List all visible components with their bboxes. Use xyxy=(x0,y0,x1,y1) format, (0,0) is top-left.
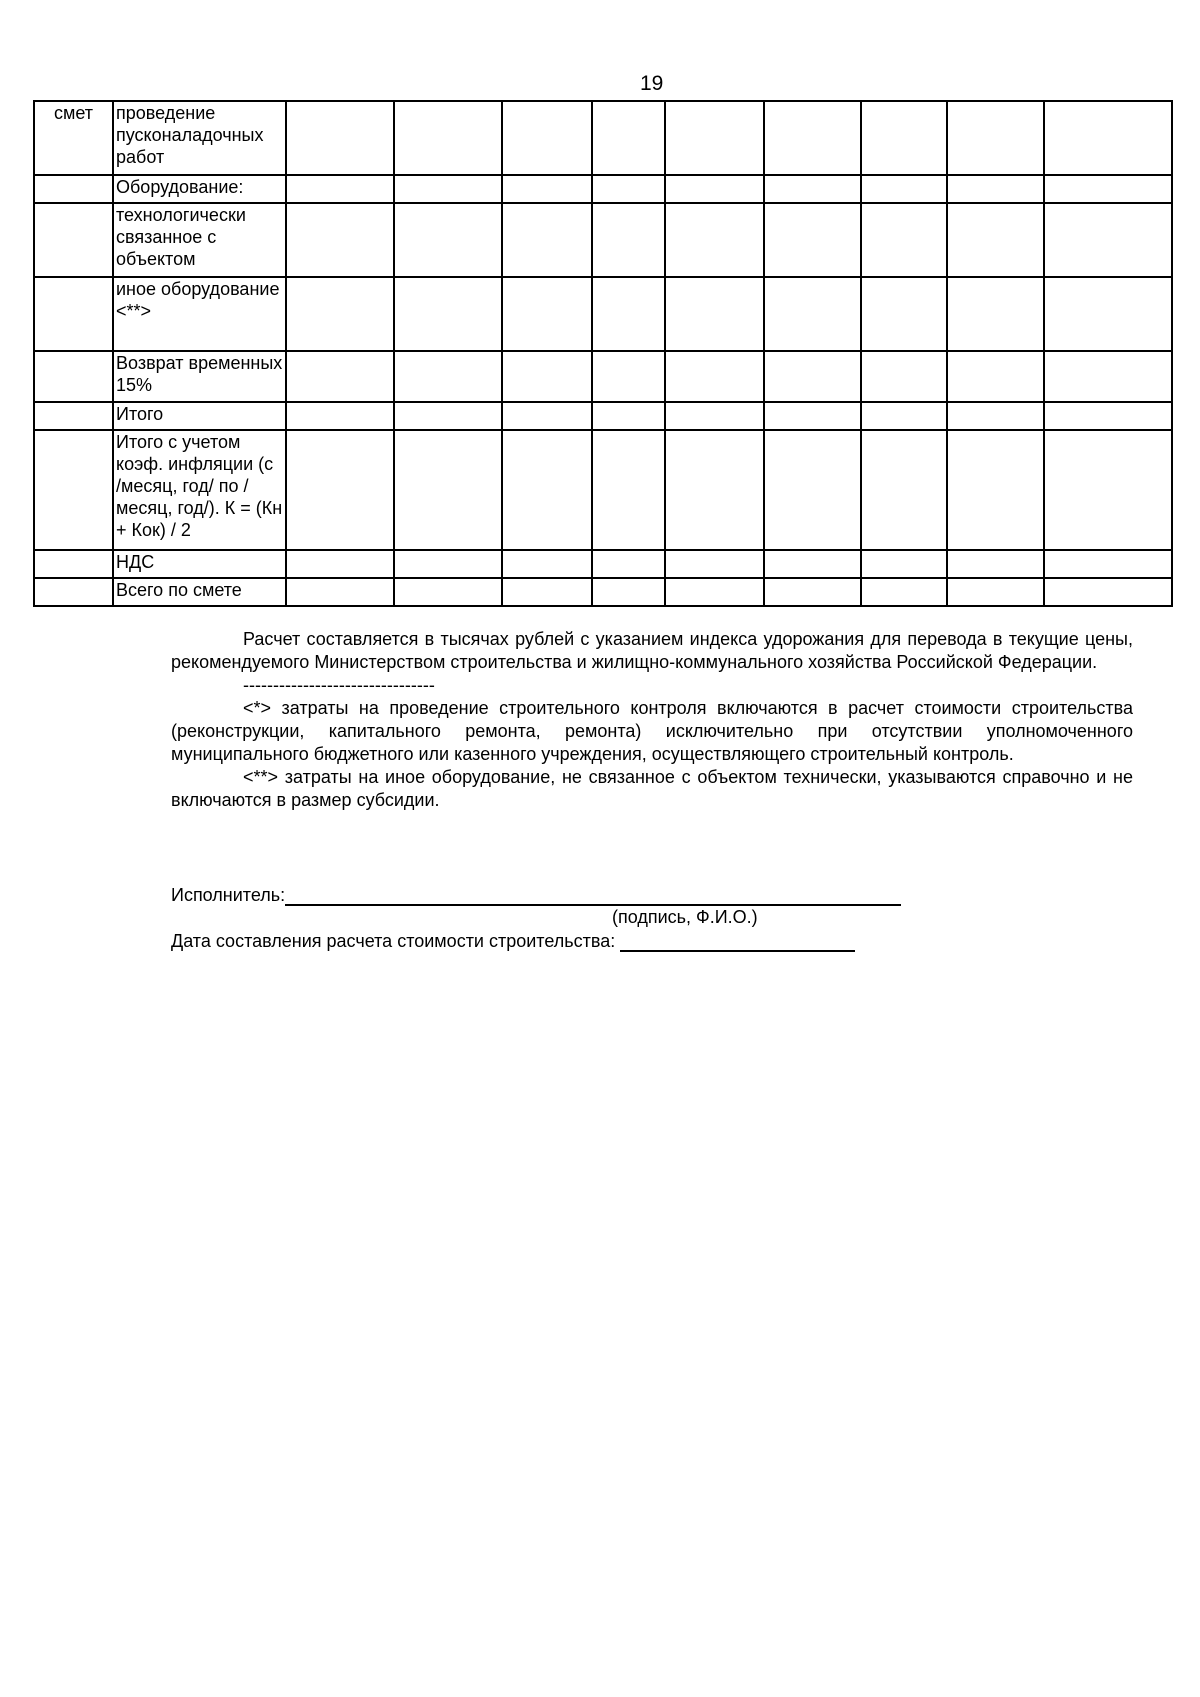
cell-item-name: Всего по смете xyxy=(113,578,286,606)
cell-value xyxy=(947,578,1044,606)
cell-section: смет xyxy=(34,101,113,175)
executor-label: Исполнитель: xyxy=(171,885,286,905)
cell-value xyxy=(592,175,665,203)
cell-value xyxy=(861,351,947,402)
cell-value xyxy=(286,430,394,550)
cell-section xyxy=(34,430,113,550)
cell-value xyxy=(592,430,665,550)
cell-value xyxy=(394,578,502,606)
cell-value xyxy=(592,351,665,402)
cell-value xyxy=(947,175,1044,203)
cell-section xyxy=(34,203,113,277)
executor-caption: (подпись, Ф.И.О.) xyxy=(612,907,758,927)
notes xyxy=(171,628,1133,812)
cell-value xyxy=(947,351,1044,402)
cell-value xyxy=(502,550,592,578)
cell-value xyxy=(502,101,592,175)
cell-value xyxy=(592,550,665,578)
cell-value xyxy=(394,101,502,175)
cell-value xyxy=(502,277,592,351)
cell-value xyxy=(947,101,1044,175)
cell-value xyxy=(861,101,947,175)
cell-value xyxy=(286,550,394,578)
cell-value xyxy=(394,203,502,277)
cell-section xyxy=(34,277,113,351)
cell-value xyxy=(947,402,1044,430)
cell-item-name: Возврат временных 15% xyxy=(113,351,286,402)
date-row xyxy=(171,930,855,952)
estimate-table-body xyxy=(34,101,1172,606)
cell-value xyxy=(1044,175,1172,203)
cell-value xyxy=(1044,430,1172,550)
cell-section xyxy=(34,402,113,430)
cell-value xyxy=(1044,550,1172,578)
table-row xyxy=(34,402,1172,430)
note-calculation: Расчет составляется в тысячах рублей с указанием индекса удорожания для перевода в текущие цены, рекомендуемого Министерством строительства и жилищно-коммунального хозяйства Российской Федерации. xyxy=(171,629,1133,672)
cell-value xyxy=(1044,578,1172,606)
cell-value xyxy=(665,101,764,175)
cell-value xyxy=(665,550,764,578)
cell-value xyxy=(502,430,592,550)
footnote-separator: -------------------------------- xyxy=(243,675,435,695)
footnote-construction-control: <*> затраты на проведение строительного контроля включаются в расчет стоимости строительства (реконструкции, капитального ремонта, ремонта) исключительно при отсутствии уполномоченного муниципального бюджетного или казенного учреждения, осуществляющего строительный контроль. xyxy=(171,698,1133,764)
cell-value xyxy=(947,277,1044,351)
cell-value xyxy=(665,203,764,277)
table-row xyxy=(34,203,1172,277)
cell-value xyxy=(861,402,947,430)
date-line xyxy=(620,930,855,952)
cell-value xyxy=(1044,402,1172,430)
cell-value xyxy=(861,550,947,578)
cell-value xyxy=(592,277,665,351)
cell-value xyxy=(394,402,502,430)
cell-value xyxy=(861,175,947,203)
table-row xyxy=(34,578,1172,606)
table-row xyxy=(34,277,1172,351)
table-row xyxy=(34,101,1172,175)
cell-value xyxy=(502,402,592,430)
cell-value xyxy=(502,175,592,203)
cell-value xyxy=(665,578,764,606)
cell-value xyxy=(861,578,947,606)
cell-value xyxy=(286,351,394,402)
cell-value xyxy=(394,550,502,578)
cell-value xyxy=(502,578,592,606)
cell-item-name: технологически связанное с объектом xyxy=(113,203,286,277)
cell-item-name: Итого xyxy=(113,402,286,430)
cell-value xyxy=(861,277,947,351)
cell-value xyxy=(286,277,394,351)
table-row xyxy=(34,175,1172,203)
table-row xyxy=(34,351,1172,402)
cell-section xyxy=(34,578,113,606)
cell-value xyxy=(1044,277,1172,351)
cell-value xyxy=(764,175,861,203)
cell-item-name: НДС xyxy=(113,550,286,578)
cell-section xyxy=(34,175,113,203)
cell-value xyxy=(665,402,764,430)
cell-value xyxy=(947,430,1044,550)
executor-row xyxy=(171,884,901,906)
cell-value xyxy=(764,430,861,550)
cell-item-name: иное оборудование <**> xyxy=(113,277,286,351)
cell-value xyxy=(947,550,1044,578)
cell-value xyxy=(286,578,394,606)
cell-value xyxy=(764,351,861,402)
cell-value xyxy=(861,203,947,277)
cell-section xyxy=(34,351,113,402)
cell-value xyxy=(764,550,861,578)
cell-value xyxy=(861,430,947,550)
cell-item-name: Итого с учетом коэф. инфляции (с /месяц, год/ по /месяц, год/). К = (Кн + Кок) / 2 xyxy=(113,430,286,550)
cell-value xyxy=(592,402,665,430)
cell-value xyxy=(764,277,861,351)
cell-value xyxy=(1044,101,1172,175)
cell-value xyxy=(665,430,764,550)
cell-value xyxy=(286,101,394,175)
cell-value xyxy=(394,175,502,203)
cell-value xyxy=(286,203,394,277)
cell-value xyxy=(665,277,764,351)
cell-value xyxy=(502,203,592,277)
cell-value xyxy=(502,351,592,402)
cell-value xyxy=(394,430,502,550)
page-number: 19 xyxy=(640,72,664,95)
cell-value xyxy=(665,351,764,402)
cell-value xyxy=(764,578,861,606)
cell-item-name: Оборудование: xyxy=(113,175,286,203)
cell-value xyxy=(592,203,665,277)
footnote-other-equipment: <**> затраты на иное оборудование, не связанное с объектом технически, указываются справочно и не включаются в размер субсидии. xyxy=(171,767,1133,810)
cell-value xyxy=(1044,203,1172,277)
estimate-table xyxy=(33,100,1173,607)
cell-value xyxy=(592,101,665,175)
table-row xyxy=(34,430,1172,550)
date-label: Дата составления расчета стоимости строительства: xyxy=(171,931,616,951)
cell-value xyxy=(286,175,394,203)
cell-value xyxy=(394,277,502,351)
cell-value xyxy=(394,351,502,402)
cell-section xyxy=(34,550,113,578)
cell-value xyxy=(286,402,394,430)
cell-value xyxy=(592,578,665,606)
cell-value xyxy=(764,402,861,430)
cell-value xyxy=(665,175,764,203)
executor-signature-line xyxy=(285,884,901,906)
cell-value xyxy=(947,203,1044,277)
cell-item-name: проведение пусконаладочных работ xyxy=(113,101,286,175)
cell-value xyxy=(1044,351,1172,402)
cell-value xyxy=(764,203,861,277)
table-row xyxy=(34,550,1172,578)
cell-value xyxy=(764,101,861,175)
